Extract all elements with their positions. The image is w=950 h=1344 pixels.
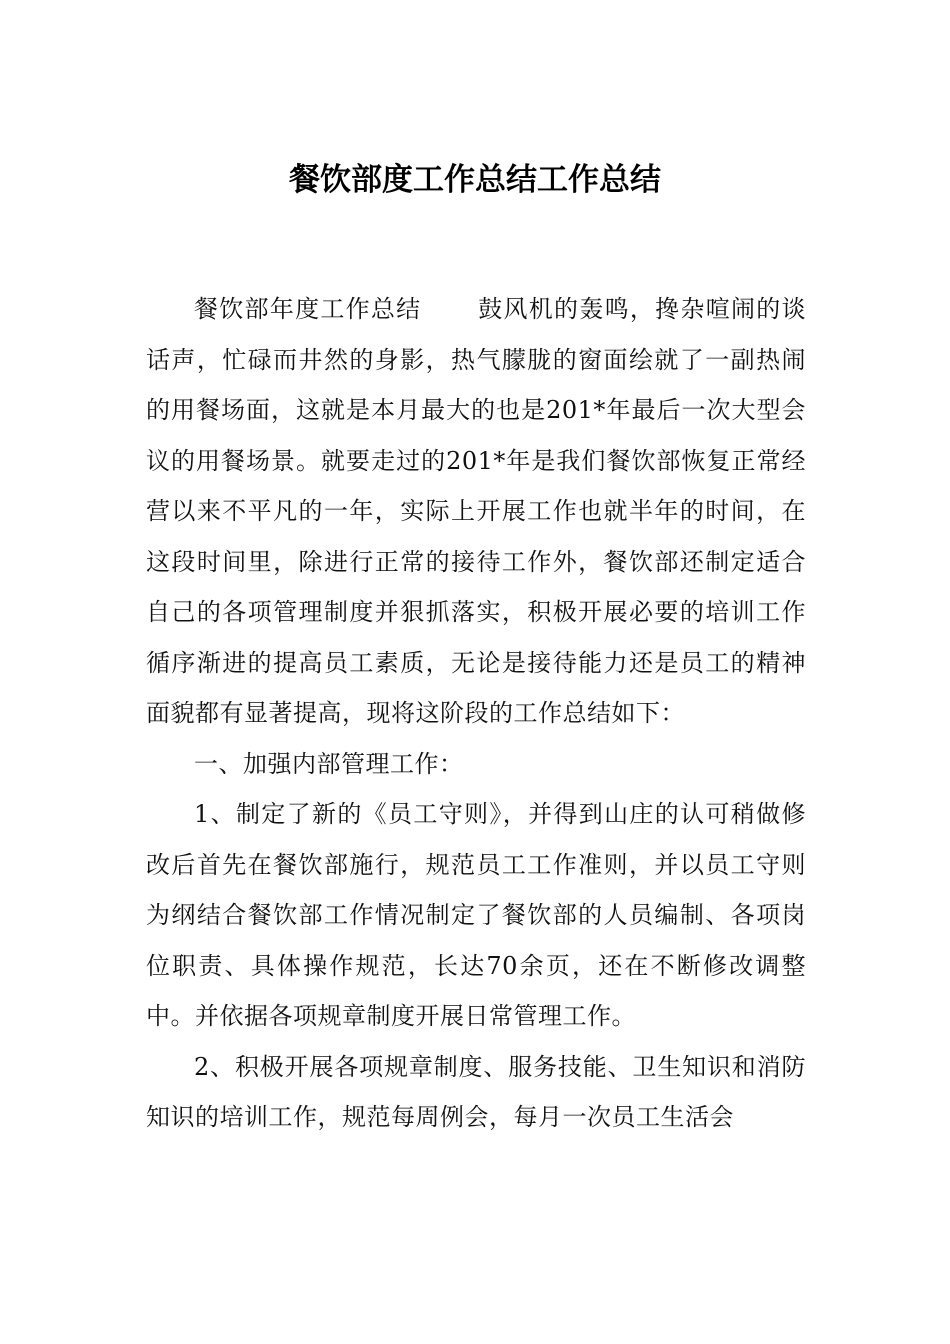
intro-lead: 餐饮部年度工作总结 [194, 295, 422, 323]
intro-text: 鼓风机的轰鸣，搀杂喧闹的谈话声，忙碌而井然的身影，热气朦胧的窗面绘就了一副热闹的用餐场面，这就是本月最大的也是201*年最后一次大型会议的用餐场景。就要走过的201*年是我们餐饮部恢复正常经营以来不平凡的一年，实际上开展工作也就半年的时间，在这段时间里，除进行正常的接待工作外，餐饮部还制定适合自己的各项管理制度并狠抓落实，积极开展必要的培训工作循序渐进的提高员工素质，无论是接待能力还是员工的精神面貌都有显著提高，现将这阶段的工作总结如下： [146, 295, 807, 727]
section-heading: 一、加强内部管理工作： [194, 749, 464, 778]
item-paragraph-1: 1、制定了新的《员工守则》，并得到山庄的认可稍做修改后首先在餐饮部施行，规范员工工作准则，并以员工守则为纲结合餐饮部工作情况制定了餐饮部的人员编制、各项岗位职责、具体操作规范，长达70余页，还在不断修改调整中。并依据各项规章制度开展日常管理工作。 [146, 800, 806, 1030]
document-title: 餐饮部度工作总结工作总结 [289, 162, 661, 198]
item-paragraph-2: 2、积极开展各项规章制度、服务技能、卫生知识和消防知识的培训工作，规范每周例会，每月一次员工生活会 [146, 1052, 806, 1131]
intro-paragraph [146, 284, 806, 739]
document-body [146, 284, 806, 1143]
